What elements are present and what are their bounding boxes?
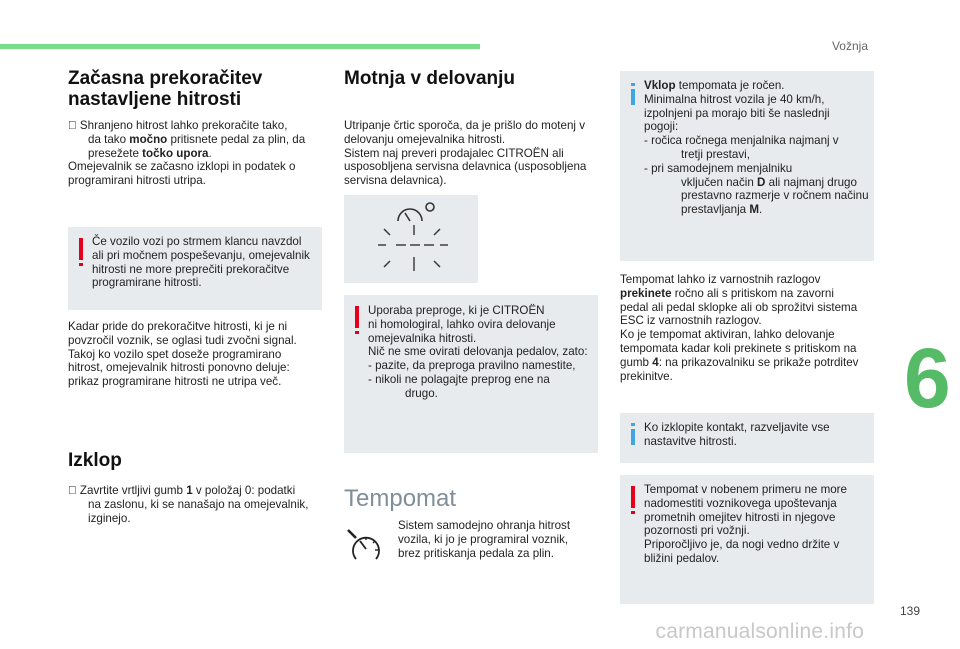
warning-icon xyxy=(355,306,359,328)
text-line: prekinete ročno ali s pritiskom na zavorni xyxy=(620,286,834,300)
text-line: presežete točko upora. xyxy=(88,146,212,160)
speedometer-fault-icon xyxy=(344,195,478,283)
text-line: tretji prestavi, xyxy=(681,147,750,161)
speed-limiter-fault-illustration xyxy=(344,195,478,283)
middle-title: Motnja v delovanju xyxy=(344,68,516,89)
text-line: vključen način D ali najmanj drugo xyxy=(681,175,857,189)
tempomat-title: Tempomat xyxy=(344,485,457,512)
text-line: prestavljanja M. xyxy=(681,203,763,217)
section-title: Vožnja xyxy=(831,39,868,53)
right-info-box-activation xyxy=(620,71,874,261)
text-line: Uporaba preproge, ki je CITROËN xyxy=(368,304,545,317)
text-line: na zaslonu, ki se nanašajo na omejevalnik, xyxy=(88,497,309,511)
text-line: Tempomat lahko iz varnostnih razlogov xyxy=(620,273,821,286)
right-info-box-reset xyxy=(620,413,874,463)
chapter-number: 6 xyxy=(904,331,951,425)
tempomat-intro: Sistem samodejno ohranja hitrost vozila, ki jo je programiral voznik, brez pritiskanja pedala za plin. xyxy=(398,519,571,560)
text-line: tempomata kadar koli prekinete s pritiskom na xyxy=(620,341,857,355)
info-icon xyxy=(631,89,635,105)
left-paragraph-signal: Kadar pride do prekoračitve hitrosti, ki je ni povzročil voznik, se oglasi tudi zvočni signal. Takoj ko vozilo spet doseže programirano hitrost, omejevalnik hitrosti ponovno deluje: prikaz programirane hitrosti ne utripa več. xyxy=(68,320,297,389)
text-line: - pri samodejnem menjalniku xyxy=(644,161,793,175)
right-warning-text: Tempomat v nobenem primeru ne more nadomestiti voznikovega upoštevanja prometnih omejitev hitrosti in njegove pozornosti pri vožnji. Priporočljivo je, da nogi vedno držite v bližini pedalov. xyxy=(644,483,847,565)
cruise-control-icon xyxy=(346,527,386,567)
left-paragraph-overspeed xyxy=(68,119,305,188)
text-line: gumb 4: na prikazovalniku se prikaže potrditev xyxy=(620,355,859,369)
text-line: programirani hitrosti utripa. xyxy=(68,174,206,188)
text-line: prekinitve. xyxy=(620,369,673,383)
text-line: Zavrtite vrtljivi gumb 1 v položaj 0: podatki xyxy=(68,484,284,497)
text-line: Vklop tempomata je ročen. xyxy=(644,79,785,92)
right-paragraph-interrupt xyxy=(620,273,858,383)
reset-info-text: Ko izklopite kontakt, razveljavite vse nastavitve hitrosti. xyxy=(644,421,830,448)
izklop-paragraph xyxy=(68,484,308,525)
left-title: Začasna prekoračitev nastavljene hitrosti xyxy=(68,68,263,110)
left-warning-box xyxy=(68,227,322,310)
page-number: 139 xyxy=(900,604,921,618)
middle-warning-text xyxy=(368,304,588,401)
warning-icon xyxy=(631,486,635,508)
middle-warning-box xyxy=(344,295,598,453)
header-accent-bar xyxy=(0,44,480,49)
left-warning-text: Če vozilo vozi po strmem klancu navzdol ali pri močnem pospeševanju, omejevalnik hitrosti ne more preprečiti prekoračitve programirane hitrosti. xyxy=(92,235,310,290)
warning-icon xyxy=(79,238,83,260)
text-line: izpolnjeni pa morajo biti še naslednji xyxy=(644,106,830,120)
text-line: prestavno razmerje v ročnem načinu xyxy=(681,189,869,203)
text-line: Shranjeno hitrost lahko prekoračite tako, xyxy=(68,119,276,132)
middle-paragraph-fault: Utripanje črtic sporoča, da je prišlo do motenj v delovanju omejevalnika hitrosti. Sistem naj preveri prodajalec CITROËN ali usposobljena servisna delavnica (usposobljena servisna delavnica). xyxy=(344,119,587,188)
text-line: ESC iz varnostnih razlogov. xyxy=(620,314,762,328)
right-warning-box xyxy=(620,475,874,604)
text-line: Ko je tempomat aktiviran, lahko delovanje xyxy=(620,328,835,342)
text-line: drugo. xyxy=(405,386,438,400)
text-line: ni homologiral, lahko ovira delovanje xyxy=(368,317,556,331)
text-line: omejevalnika hitrosti. xyxy=(368,331,477,345)
text-line: - pazite, da preproga pravilno namestite, xyxy=(368,359,576,373)
text-line: Nič ne sme ovirati delovanja pedalov, zato: xyxy=(368,345,588,359)
text-line: pogoji: xyxy=(644,120,679,134)
watermark: carmanualsonline.info xyxy=(655,620,864,643)
izklop-title: Izklop xyxy=(68,450,122,471)
text-line: da tako močno pritisnete pedal za plin, da xyxy=(88,132,306,146)
info-icon xyxy=(631,429,635,445)
text-line: Minimalna hitrost vozila je 40 km/h, xyxy=(644,92,825,106)
text-line: Omejevalnik se začasno izklopi in podatek o xyxy=(68,160,296,174)
activation-info-text xyxy=(644,79,869,217)
text-line: izginejo. xyxy=(88,511,131,525)
text-line: - nikoli ne polagajte preprog ene na xyxy=(368,372,550,386)
text-line: pedal ali pedal sklopke ali ob sprožitvi sistema xyxy=(620,300,858,314)
text-line: - ročica ročnega menjalnika najmanj v xyxy=(644,134,839,148)
